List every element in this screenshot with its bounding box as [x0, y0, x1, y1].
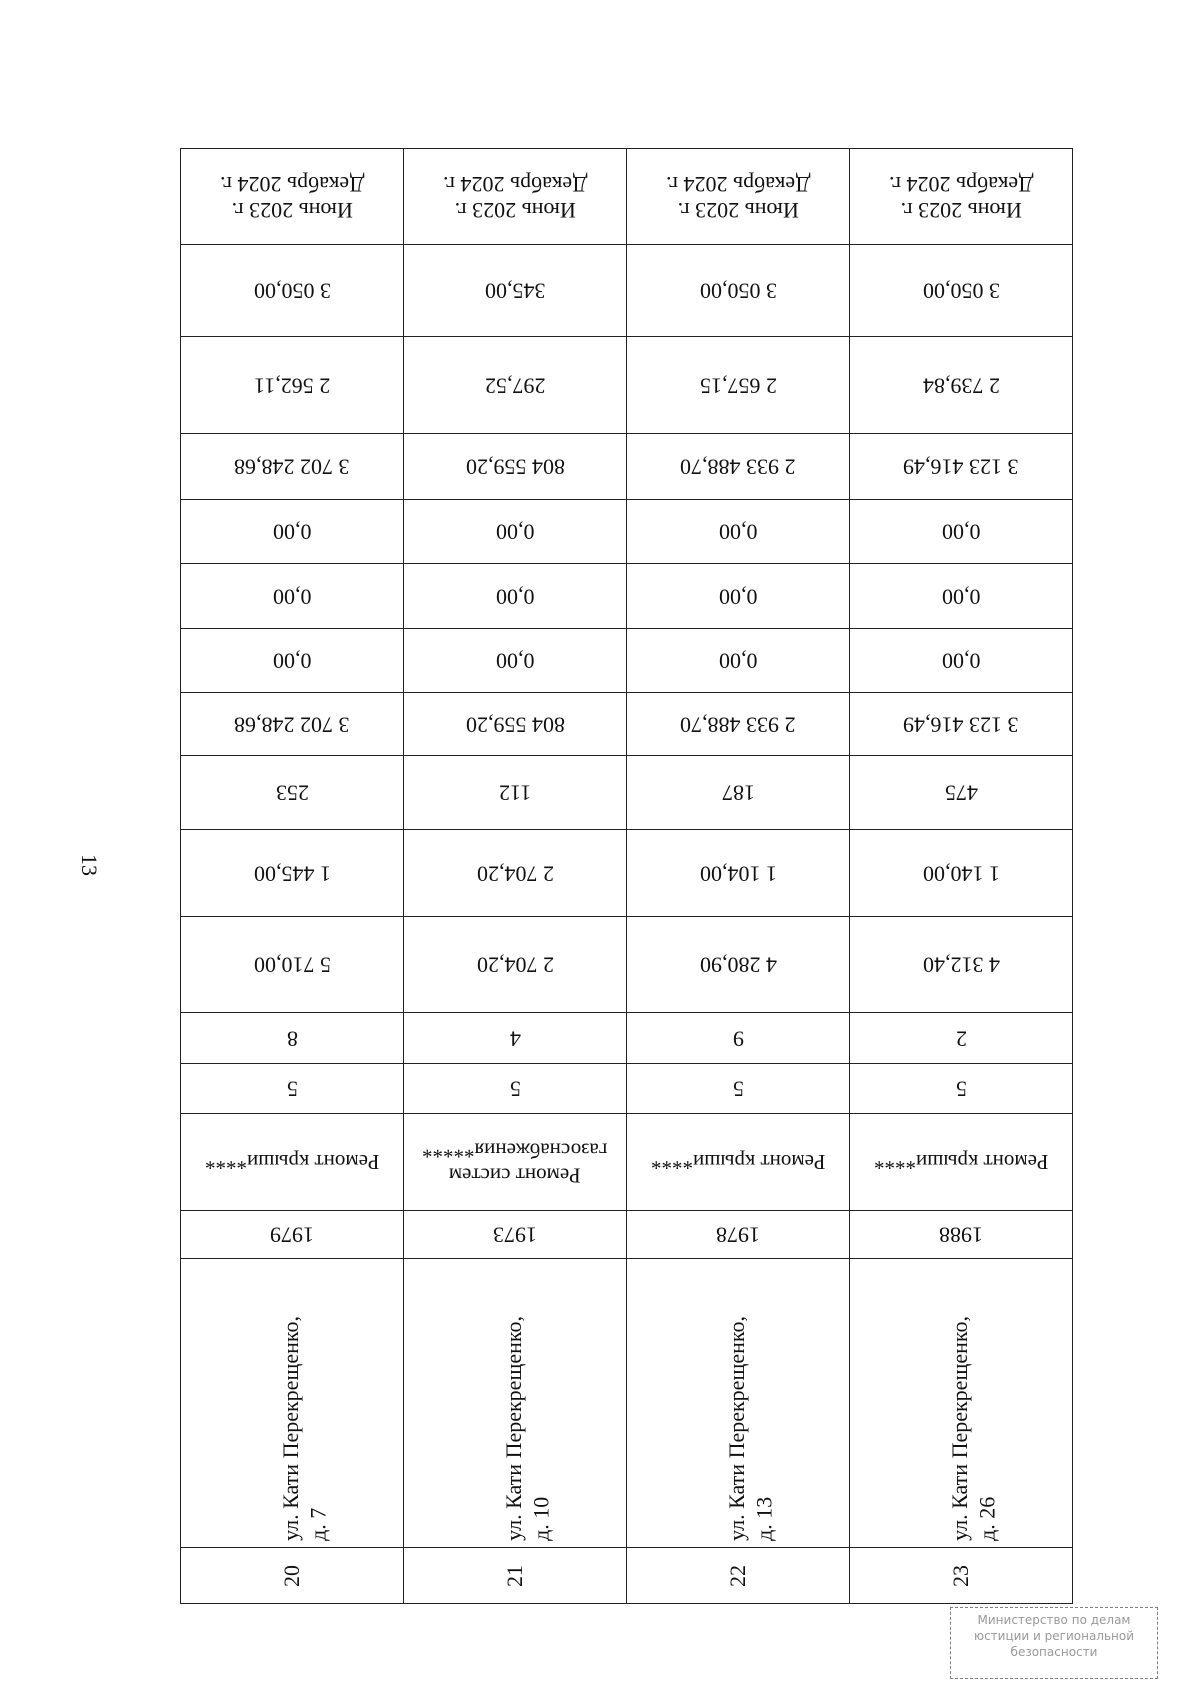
value-cell: 1 445,00	[181, 830, 404, 917]
value-cell: 3 123 416,49	[850, 434, 1073, 500]
address-house: д. 10	[528, 1496, 554, 1541]
value-cell: 0,00	[404, 500, 627, 564]
value-cell: 2 933 488,70	[627, 693, 850, 756]
address-street: ул. Кати Перекрещенко,	[278, 1316, 303, 1541]
work-type-cell: Ремонт систем газоснабжения*****	[404, 1114, 627, 1211]
value-cell: 0,00	[181, 564, 404, 629]
period-end: Декабрь 2024 г.	[888, 171, 1034, 197]
period-end: Декабрь 2024 г.	[665, 171, 811, 197]
value-cell: 5	[850, 1064, 1073, 1114]
value-cell: 3 050,00	[850, 245, 1073, 337]
year-cell: 1978	[627, 1211, 850, 1259]
address-street: ул. Кати Перекрещенко,	[501, 1316, 526, 1541]
page-number: 13	[77, 854, 102, 876]
value-cell: 2 739,84	[850, 337, 1073, 434]
value-cell: 0,00	[181, 629, 404, 693]
table-row	[181, 149, 404, 1604]
value-cell: 0,00	[181, 500, 404, 564]
year-cell: 1973	[404, 1211, 627, 1259]
table-row	[404, 149, 627, 1604]
table-row	[850, 149, 1073, 1604]
value-cell: 0,00	[404, 629, 627, 693]
value-cell: 1 140,00	[850, 830, 1073, 917]
value-cell: 0,00	[627, 500, 850, 564]
registration-stamp: Министерство по делам юстиции и региональной безопасности	[950, 1607, 1158, 1679]
value-cell: 2 562,11	[181, 337, 404, 434]
period-end: Декабрь 2024 г.	[219, 171, 365, 197]
period-end: Декабрь 2024 г.	[442, 171, 588, 197]
value-cell: 2 704,20	[404, 830, 627, 917]
value-cell: 2 657,15	[627, 337, 850, 434]
value-cell: 2 933 488,70	[627, 434, 850, 500]
address-street: ул. Кати Перекрещенко,	[947, 1316, 972, 1541]
row-number-cell: 20	[181, 1548, 404, 1604]
period-start: Июнь 2023 г.	[454, 197, 576, 223]
value-cell: 4 280,90	[627, 917, 850, 1013]
year-cell: 1979	[181, 1211, 404, 1259]
address-cell	[404, 1259, 627, 1548]
value-cell: 475	[850, 756, 1073, 830]
value-cell: 3 702 248,68	[181, 693, 404, 756]
address-cell	[850, 1259, 1073, 1548]
row-number-cell: 23	[850, 1548, 1073, 1604]
value-cell: 4	[404, 1013, 627, 1064]
value-cell: 8	[181, 1013, 404, 1064]
period-cell	[404, 149, 627, 245]
rotated-table	[180, 148, 1073, 1604]
value-cell: 112	[404, 756, 627, 830]
value-cell: 0,00	[850, 564, 1073, 629]
value-cell: 3 702 248,68	[181, 434, 404, 500]
address-house: д. 13	[751, 1496, 777, 1541]
period-start: Июнь 2023 г.	[677, 197, 799, 223]
period-start: Июнь 2023 г.	[231, 197, 353, 223]
value-cell: 0,00	[627, 629, 850, 693]
address-cell	[627, 1259, 850, 1548]
year-cell: 1988	[850, 1211, 1073, 1259]
row-number-cell: 22	[627, 1548, 850, 1604]
value-cell: 0,00	[850, 629, 1073, 693]
value-cell: 5	[181, 1064, 404, 1114]
period-cell	[627, 149, 850, 245]
value-cell: 187	[627, 756, 850, 830]
value-cell: 345,00	[404, 245, 627, 337]
period-cell	[850, 149, 1073, 245]
value-cell: 297,52	[404, 337, 627, 434]
value-cell: 1 104,00	[627, 830, 850, 917]
address-house: д. 7	[305, 1507, 331, 1541]
value-cell: 5	[404, 1064, 627, 1114]
row-number-cell: 21	[404, 1548, 627, 1604]
value-cell: 0,00	[850, 500, 1073, 564]
value-cell: 4 312,40	[850, 917, 1073, 1013]
address-street: ул. Кати Перекрещенко,	[724, 1316, 749, 1541]
value-cell: 0,00	[627, 564, 850, 629]
address-cell	[181, 1259, 404, 1548]
work-type-cell: Ремонт крыши****	[181, 1114, 404, 1211]
value-cell: 0,00	[404, 564, 627, 629]
period-cell	[181, 149, 404, 245]
value-cell: 3 123 416,49	[850, 693, 1073, 756]
address-house: д. 26	[974, 1496, 1000, 1541]
table-row	[627, 149, 850, 1604]
period-start: Июнь 2023 г.	[900, 197, 1022, 223]
value-cell: 804 559,20	[404, 693, 627, 756]
value-cell: 3 050,00	[627, 245, 850, 337]
value-cell: 5 710,00	[181, 917, 404, 1013]
value-cell: 9	[627, 1013, 850, 1064]
value-cell: 2 704,20	[404, 917, 627, 1013]
work-type-cell: Ремонт крыши****	[850, 1114, 1073, 1211]
value-cell: 3 050,00	[181, 245, 404, 337]
value-cell: 5	[627, 1064, 850, 1114]
value-cell: 253	[181, 756, 404, 830]
value-cell: 2	[850, 1013, 1073, 1064]
value-cell: 804 559,20	[404, 434, 627, 500]
work-type-cell: Ремонт крыши****	[627, 1114, 850, 1211]
